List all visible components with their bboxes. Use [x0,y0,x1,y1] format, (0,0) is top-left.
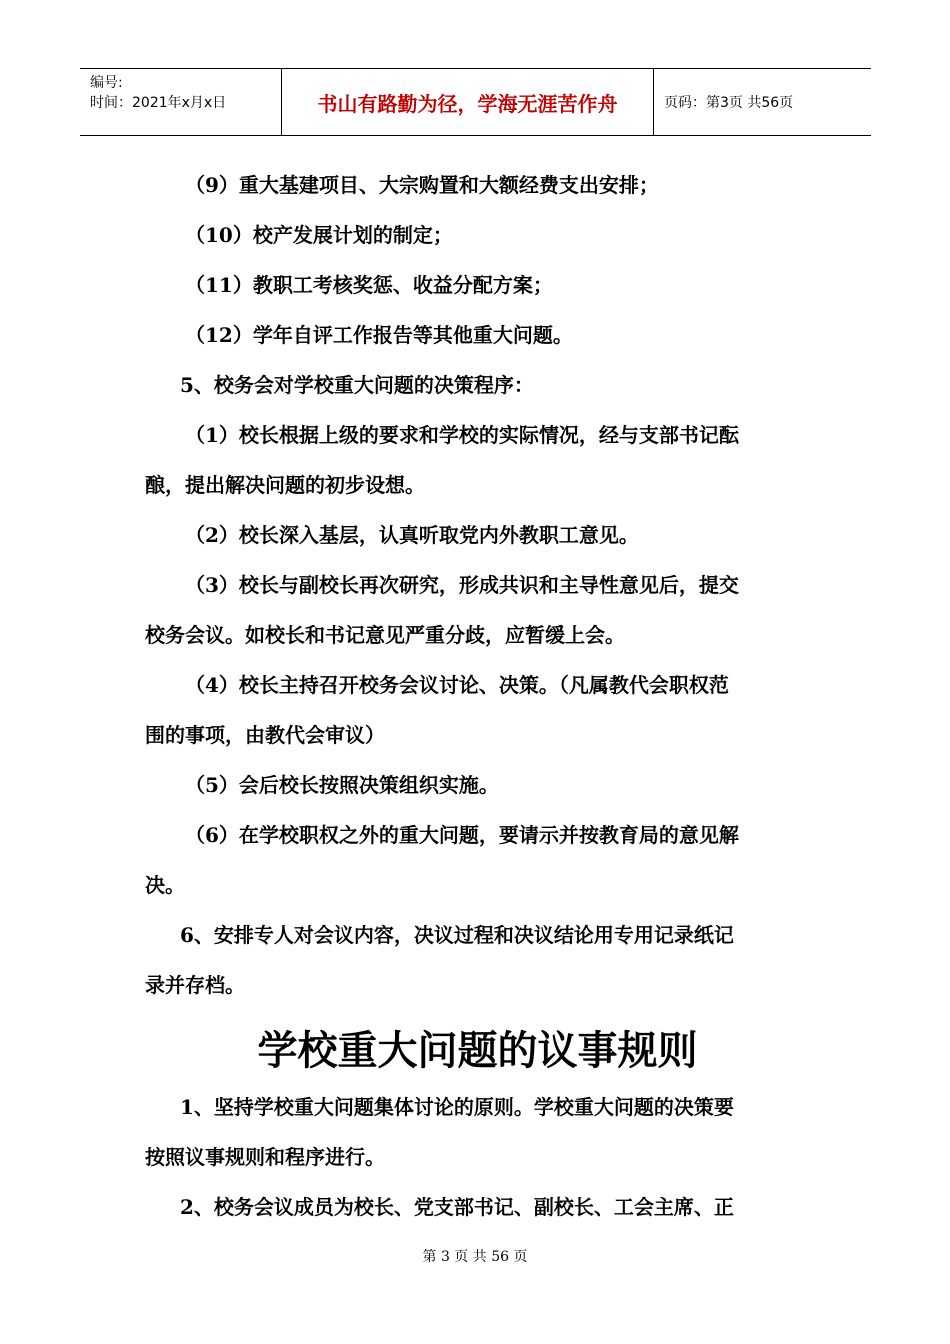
paragraph: 2、校务会议成员为校长、党支部书记、副校长、工会主席、正 [180,1195,734,1219]
paragraph: （5）会后校长按照决策组织实施。 [185,773,499,797]
motto: 书山有路勤为径，学海无涯苦作舟 [282,69,654,135]
paragraph: 酿，提出解决问题的初步设想。 [145,473,425,497]
paragraph: 围的事项，由教代会审议） [145,723,385,747]
paragraph: （11）教职工考核奖惩、收益分配方案； [185,273,553,297]
paragraph: 1、坚持学校重大问题集体讨论的原则。学校重大问题的决策要 [180,1095,734,1119]
paragraph: （12）学年自评工作报告等其他重大问题。 [185,323,573,347]
page-footer: 第 3 页 共 56 页 [422,1249,528,1265]
paragraph: 5、校务会对学校重大问题的决策程序： [180,373,534,397]
paragraph: 6、安排专人对会议内容，决议过程和决议结论用专用记录纸记 [180,923,734,947]
paragraph: 录并存档。 [145,973,245,997]
paragraph: 校务会议。如校长和书记意见严重分歧，应暂缓上会。 [145,623,625,647]
paragraph: （10）校产发展计划的制定； [185,223,453,247]
paragraph: （4）校长主持召开校务会议讨论、决策。（凡属教代会职权范 [185,673,729,697]
document-body [145,160,810,1232]
paragraph: （6）在学校职权之外的重大问题，要请示并按教育局的意见解 [185,823,739,847]
paragraph: （3）校长与副校长再次研究，形成共识和主导性意见后，提交 [185,573,739,597]
paragraph: 决。 [145,873,185,897]
paragraph: （9）重大基建项目、大宗购置和大额经费支出安排； [185,173,659,197]
paragraph: 按照议事规则和程序进行。 [145,1145,385,1169]
date-label: 时间：2021年x月x日 [90,95,227,111]
paragraph: （2）校长深入基层，认真听取党内外教职工意见。 [185,523,639,547]
number-label: 编号: [90,75,123,91]
header-table [80,68,871,136]
section-title: 学校重大问题的议事规则 [257,1028,698,1074]
page-info: 页码：第3页 共56页 [664,95,794,111]
paragraph: （1）校长根据上级的要求和学校的实际情况，经与支部书记酝 [185,423,739,447]
header-meta [80,69,282,135]
